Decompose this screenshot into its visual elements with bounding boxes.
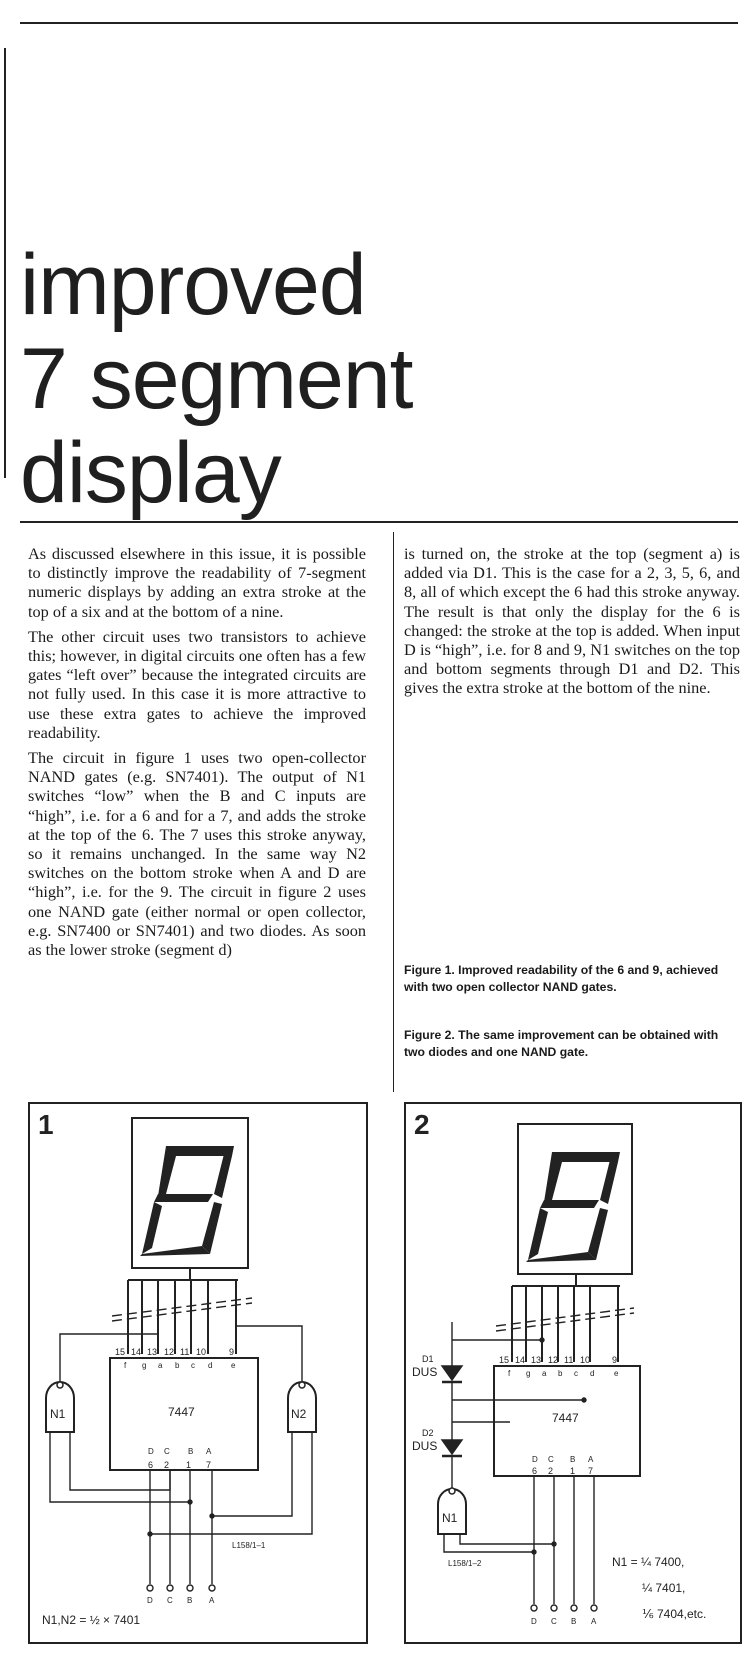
diode-label: D2	[422, 1428, 434, 1438]
article-column-1	[28, 544, 366, 965]
paragraph: The other circuit uses two transistors to achieve this; however, in digital circuits one often has a few gates “left over” because the integrated circuits are not fully used. In this case it is more attractive to use these extra gates to achieve the improved readability.	[28, 626, 366, 742]
input-letter: D	[532, 1455, 538, 1464]
diode-d1	[442, 1366, 462, 1380]
ic-label: 7447	[168, 1405, 195, 1419]
pin-letter: c	[574, 1369, 578, 1378]
article-title	[20, 238, 580, 520]
display-digit	[526, 1152, 620, 1262]
input-terminal-label: C	[551, 1617, 557, 1626]
input-letter: C	[164, 1447, 170, 1456]
paragraph: is turned on, the stroke at the top (segment a) is added via D1. This is the case for a 2, 3, 5, 6, and 8, all of which except the 6 had this stroke anyway. The result is that only the display for the 6 is changed: the stroke at the top is added. When input D is “high”, i.e. for 8 and 9, N1 switches on the top and bottom segments through D1 and D2. This gives the extra stroke at the bottom of the nine.	[404, 544, 740, 698]
input-terminal-label: A	[591, 1617, 597, 1626]
figure-number: 2	[414, 1109, 430, 1140]
input-pin: 7	[206, 1460, 212, 1470]
pin-letter: c	[191, 1361, 195, 1370]
figure-2	[404, 1102, 742, 1644]
figure-reference: L158/1–2	[448, 1559, 482, 1568]
figure-1	[28, 1102, 368, 1644]
input-pin: 1	[186, 1460, 192, 1470]
input-terminal-label: D	[531, 1617, 537, 1626]
figure-number: 1	[38, 1109, 54, 1140]
component-note: ⅙ 7404,etc.	[642, 1607, 707, 1621]
paragraph: As discussed elsewhere in this issue, it is possible to distinctly improve the readability of 7-segment numeric displays by adding an extra stroke at the top of a six and at the bottom of a nine.	[28, 544, 366, 621]
pin-number: 11	[180, 1347, 190, 1357]
title-bottom-rule	[20, 521, 738, 523]
pin-letter: b	[558, 1369, 563, 1378]
left-margin-line	[4, 48, 6, 478]
gate-label: N2	[291, 1407, 307, 1421]
input-pin: 6	[148, 1460, 154, 1470]
input-letter: B	[570, 1455, 576, 1464]
diode-label: D1	[422, 1354, 434, 1364]
pin-letter: a	[158, 1361, 163, 1370]
pin-letter: f	[508, 1369, 511, 1378]
input-terminal-label: D	[147, 1596, 153, 1605]
pin-number: 9	[612, 1355, 618, 1365]
pin-number: 12	[164, 1347, 175, 1357]
pin-number: 13	[147, 1347, 158, 1357]
input-letter: C	[548, 1455, 554, 1464]
input-terminal-label: A	[209, 1596, 215, 1605]
pin-number: 12	[548, 1355, 559, 1365]
pin-number: 10	[580, 1355, 591, 1365]
pin-letter: f	[124, 1361, 127, 1370]
pin-letter: g	[526, 1369, 531, 1378]
input-terminal-label: C	[167, 1596, 173, 1605]
title-line-3: display	[20, 425, 281, 521]
gate-label: N1	[442, 1511, 458, 1525]
pin-number: 10	[196, 1347, 207, 1357]
pin-letter: a	[542, 1369, 547, 1378]
pin-number: 13	[531, 1355, 542, 1365]
input-letter: A	[588, 1455, 594, 1464]
component-note: N1 = ¼ 7400,	[612, 1555, 685, 1569]
input-pin: 2	[164, 1460, 170, 1470]
pin-number: 14	[515, 1355, 526, 1365]
diode-type: DUS	[412, 1365, 438, 1379]
figure-1-caption: Figure 1. Improved readability of the 6 and 9, achieved with two open collector NAND gates.	[404, 963, 719, 994]
pin-letter: d	[590, 1369, 595, 1378]
title-line-1: improved	[20, 237, 366, 333]
input-terminal-label: B	[571, 1617, 577, 1626]
input-pin: 7	[588, 1466, 594, 1476]
gate-label: N1	[50, 1407, 66, 1421]
title-line-2: 7 segment	[20, 331, 413, 427]
diode-d2	[442, 1440, 462, 1454]
ic-label: 7447	[552, 1411, 579, 1425]
input-pin: 2	[548, 1466, 554, 1476]
pin-letter: e	[614, 1369, 619, 1378]
pin-letter: e	[231, 1361, 236, 1370]
figure-2-schematic	[406, 1104, 740, 1642]
pin-letter: d	[208, 1361, 213, 1370]
pin-letter: b	[175, 1361, 180, 1370]
input-pin: 6	[532, 1466, 538, 1476]
input-letter: A	[206, 1447, 212, 1456]
top-rule	[20, 22, 738, 24]
figure-1-schematic	[30, 1104, 366, 1642]
input-terminal-label: B	[187, 1596, 193, 1605]
column-divider	[393, 532, 394, 1092]
pin-number: 14	[131, 1347, 142, 1357]
pin-number: 9	[229, 1347, 235, 1357]
pin-number: 15	[115, 1347, 126, 1357]
figure-reference: L158/1–1	[232, 1541, 266, 1550]
pin-number: 11	[564, 1355, 574, 1365]
pin-number: 15	[499, 1355, 510, 1365]
component-note: ¼ 7401,	[642, 1581, 686, 1595]
article-column-2	[404, 544, 740, 704]
diode-type: DUS	[412, 1439, 438, 1453]
display-digit	[140, 1146, 234, 1256]
pin-letter: g	[142, 1361, 147, 1370]
input-letter: D	[148, 1447, 154, 1456]
component-note: N1,N2 = ½ × 7401	[42, 1613, 141, 1627]
figure-2-caption: Figure 2. The same improvement can be obtained with two diodes and one NAND gate.	[404, 1028, 719, 1059]
input-letter: B	[188, 1447, 194, 1456]
paragraph: The circuit in figure 1 uses two open-collector NAND gates (e.g. SN7401). The output of N1 switches “low” when the B and C inputs are “high”, i.e. for a 6 and for a 7, and adds the stroke at the top of the 6. The 7 uses this stroke anyway, so it remains unchanged. In the same way N2 switches on the bottom stroke when A and D are “high”, i.e. for the 9. The circuit in figure 2 uses one NAND gate (either normal or open collector, e.g. SN7400 or SN7401) and two diodes. As soon as the lower stroke (segment d)	[28, 748, 366, 960]
input-pin: 1	[570, 1466, 576, 1476]
